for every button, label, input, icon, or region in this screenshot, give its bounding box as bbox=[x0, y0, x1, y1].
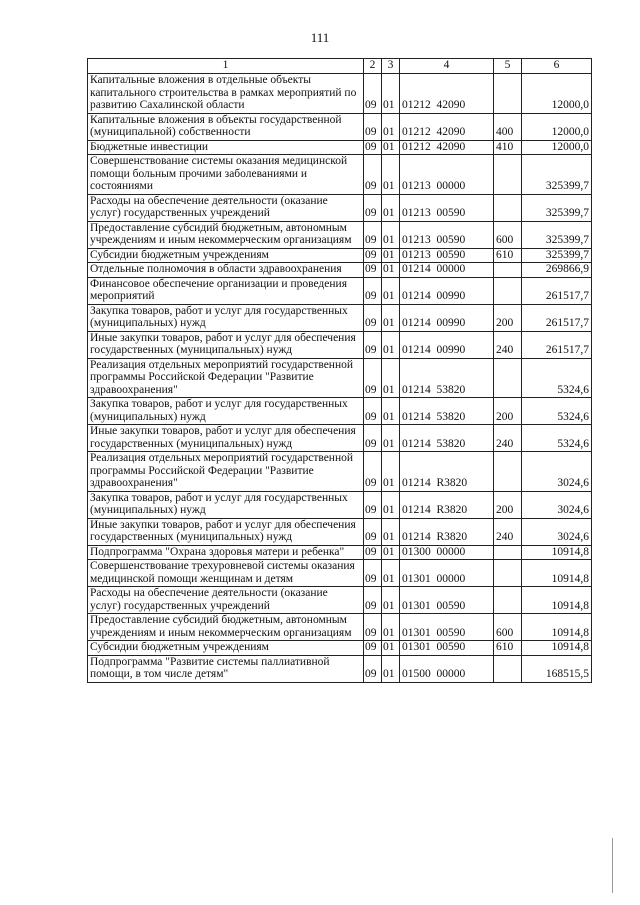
target-item-cell: 01214 00990 bbox=[400, 331, 494, 358]
header-cell: 2 bbox=[364, 59, 382, 74]
expense-type-cell: 600 bbox=[494, 221, 522, 248]
section-cell: 09 bbox=[364, 398, 382, 425]
table-row bbox=[88, 358, 592, 398]
target-item-cell: 01214 00990 bbox=[400, 277, 494, 304]
section-cell: 09 bbox=[364, 452, 382, 492]
expense-type-cell bbox=[494, 587, 522, 614]
table-row bbox=[88, 614, 592, 641]
expense-type-cell: 200 bbox=[494, 304, 522, 331]
expense-type-cell: 240 bbox=[494, 425, 522, 452]
row-name-cell: Субсидии бюджетным учреждениям bbox=[88, 248, 364, 263]
row-name-cell: Реализация отдельных мероприятий государственной программы Российской Федерации "Развитие здравоохранения" bbox=[88, 358, 364, 398]
table-row bbox=[88, 331, 592, 358]
section-cell: 09 bbox=[364, 560, 382, 587]
table-row bbox=[88, 398, 592, 425]
expense-type-cell bbox=[494, 263, 522, 278]
expense-type-cell bbox=[494, 358, 522, 398]
row-name-cell: Субсидии бюджетным учреждениям bbox=[88, 641, 364, 656]
subsection-cell: 01 bbox=[382, 518, 400, 545]
subsection-cell: 01 bbox=[382, 655, 400, 682]
target-item-cell: 01301 00590 bbox=[400, 641, 494, 656]
section-cell: 09 bbox=[364, 641, 382, 656]
table-row bbox=[88, 277, 592, 304]
expense-type-cell bbox=[494, 655, 522, 682]
section-cell: 09 bbox=[364, 545, 382, 560]
subsection-cell: 01 bbox=[382, 491, 400, 518]
subsection-cell: 01 bbox=[382, 74, 400, 114]
section-cell: 09 bbox=[364, 614, 382, 641]
expense-type-cell: 200 bbox=[494, 398, 522, 425]
row-name-cell: Совершенствование трехуровневой системы оказания медицинской помощи женщинам и детям bbox=[88, 560, 364, 587]
section-cell: 09 bbox=[364, 587, 382, 614]
section-cell: 09 bbox=[364, 194, 382, 221]
table-row bbox=[88, 518, 592, 545]
amount-cell: 269866,9 bbox=[522, 263, 592, 278]
amount-cell: 168515,5 bbox=[522, 655, 592, 682]
subsection-cell: 01 bbox=[382, 155, 400, 195]
amount-cell: 325399,7 bbox=[522, 221, 592, 248]
amount-cell: 325399,7 bbox=[522, 194, 592, 221]
amount-cell: 261517,7 bbox=[522, 304, 592, 331]
row-name-cell: Реализация отдельных мероприятий государственной программы Российской Федерации "Развитие здравоохранения" bbox=[88, 452, 364, 492]
section-cell: 09 bbox=[364, 113, 382, 140]
amount-cell: 10914,8 bbox=[522, 545, 592, 560]
row-name-cell: Расходы на обеспечение деятельности (оказание услуг) государственных учреждений bbox=[88, 194, 364, 221]
amount-cell: 5324,6 bbox=[522, 398, 592, 425]
amount-cell: 10914,8 bbox=[522, 587, 592, 614]
table-row bbox=[88, 641, 592, 656]
section-cell: 09 bbox=[364, 358, 382, 398]
target-item-cell: 01214 00990 bbox=[400, 304, 494, 331]
subsection-cell: 01 bbox=[382, 277, 400, 304]
header-cell: 4 bbox=[400, 59, 494, 74]
amount-cell: 3024,6 bbox=[522, 452, 592, 492]
expense-type-cell bbox=[494, 194, 522, 221]
row-name-cell: Отдельные полномочия в области здравоохранения bbox=[88, 263, 364, 278]
target-item-cell: 01213 00590 bbox=[400, 248, 494, 263]
target-item-cell: 01301 00000 bbox=[400, 560, 494, 587]
section-cell: 09 bbox=[364, 425, 382, 452]
header-cell: 3 bbox=[382, 59, 400, 74]
table-row bbox=[88, 655, 592, 682]
header-cell: 6 bbox=[522, 59, 592, 74]
row-name-cell: Финансовое обеспечение организации и проведения мероприятий bbox=[88, 277, 364, 304]
section-cell: 09 bbox=[364, 331, 382, 358]
expense-type-cell: 600 bbox=[494, 614, 522, 641]
budget-table bbox=[87, 58, 592, 683]
row-name-cell: Иные закупки товаров, работ и услуг для обеспечения государственных (муниципальных) нужд bbox=[88, 518, 364, 545]
subsection-cell: 01 bbox=[382, 113, 400, 140]
header-cell: 5 bbox=[494, 59, 522, 74]
target-item-cell: 01212 42090 bbox=[400, 140, 494, 155]
table-row bbox=[88, 221, 592, 248]
amount-cell: 12000,0 bbox=[522, 74, 592, 114]
expense-type-cell bbox=[494, 277, 522, 304]
table-row bbox=[88, 452, 592, 492]
subsection-cell: 01 bbox=[382, 560, 400, 587]
amount-cell: 10914,8 bbox=[522, 614, 592, 641]
expense-type-cell bbox=[494, 545, 522, 560]
target-item-cell: 01214 R3820 bbox=[400, 518, 494, 545]
target-item-cell: 01301 00590 bbox=[400, 614, 494, 641]
section-cell: 09 bbox=[364, 248, 382, 263]
section-cell: 09 bbox=[364, 518, 382, 545]
subsection-cell: 01 bbox=[382, 398, 400, 425]
table-row bbox=[88, 248, 592, 263]
expense-type-cell: 240 bbox=[494, 518, 522, 545]
subsection-cell: 01 bbox=[382, 641, 400, 656]
subsection-cell: 01 bbox=[382, 425, 400, 452]
target-item-cell: 01214 53820 bbox=[400, 398, 494, 425]
amount-cell: 261517,7 bbox=[522, 331, 592, 358]
section-cell: 09 bbox=[364, 221, 382, 248]
target-item-cell: 01214 00000 bbox=[400, 263, 494, 278]
subsection-cell: 01 bbox=[382, 140, 400, 155]
amount-cell: 3024,6 bbox=[522, 491, 592, 518]
expense-type-cell: 240 bbox=[494, 331, 522, 358]
subsection-cell: 01 bbox=[382, 358, 400, 398]
section-cell: 09 bbox=[364, 74, 382, 114]
table-row bbox=[88, 140, 592, 155]
section-cell: 09 bbox=[364, 655, 382, 682]
target-item-cell: 01500 00000 bbox=[400, 655, 494, 682]
table-row bbox=[88, 587, 592, 614]
subsection-cell: 01 bbox=[382, 221, 400, 248]
subsection-cell: 01 bbox=[382, 194, 400, 221]
amount-cell: 325399,7 bbox=[522, 248, 592, 263]
expense-type-cell: 200 bbox=[494, 491, 522, 518]
amount-cell: 5324,6 bbox=[522, 425, 592, 452]
amount-cell: 3024,6 bbox=[522, 518, 592, 545]
expense-type-cell bbox=[494, 560, 522, 587]
subsection-cell: 01 bbox=[382, 263, 400, 278]
table-row bbox=[88, 113, 592, 140]
target-item-cell: 01213 00590 bbox=[400, 221, 494, 248]
amount-cell: 261517,7 bbox=[522, 277, 592, 304]
amount-cell: 10914,8 bbox=[522, 560, 592, 587]
section-cell: 09 bbox=[364, 304, 382, 331]
target-item-cell: 01214 53820 bbox=[400, 425, 494, 452]
row-name-cell: Закупка товаров, работ и услуг для государственных (муниципальных) нужд bbox=[88, 491, 364, 518]
table-row bbox=[88, 194, 592, 221]
expense-type-cell: 400 bbox=[494, 113, 522, 140]
expense-type-cell: 610 bbox=[494, 248, 522, 263]
section-cell: 09 bbox=[364, 263, 382, 278]
scan-mark bbox=[612, 838, 613, 893]
table-header-row bbox=[88, 59, 592, 74]
header-cell: 1 bbox=[88, 59, 364, 74]
subsection-cell: 01 bbox=[382, 248, 400, 263]
amount-cell: 12000,0 bbox=[522, 140, 592, 155]
row-name-cell: Предоставление субсидий бюджетным, автономным учреждениям и иным некоммерческим организациям bbox=[88, 221, 364, 248]
row-name-cell: Бюджетные инвестиции bbox=[88, 140, 364, 155]
subsection-cell: 01 bbox=[382, 587, 400, 614]
row-name-cell: Расходы на обеспечение деятельности (оказание услуг) государственных учреждений bbox=[88, 587, 364, 614]
amount-cell: 325399,7 bbox=[522, 155, 592, 195]
row-name-cell: Иные закупки товаров, работ и услуг для обеспечения государственных (муниципальных) нужд bbox=[88, 331, 364, 358]
row-name-cell: Капитальные вложения в объекты государственной (муниципальной) собственности bbox=[88, 113, 364, 140]
row-name-cell: Подпрограмма "Развитие системы паллиативной помощи, в том числе детям" bbox=[88, 655, 364, 682]
subsection-cell: 01 bbox=[382, 452, 400, 492]
table-row bbox=[88, 425, 592, 452]
target-item-cell: 01212 42090 bbox=[400, 113, 494, 140]
table-row bbox=[88, 560, 592, 587]
row-name-cell: Иные закупки товаров, работ и услуг для обеспечения государственных (муниципальных) нужд bbox=[88, 425, 364, 452]
amount-cell: 5324,6 bbox=[522, 358, 592, 398]
target-item-cell: 01214 53820 bbox=[400, 358, 494, 398]
target-item-cell: 01213 00000 bbox=[400, 155, 494, 195]
row-name-cell: Подпрограмма "Охрана здоровья матери и ребенка" bbox=[88, 545, 364, 560]
expense-type-cell: 610 bbox=[494, 641, 522, 656]
row-name-cell: Предоставление субсидий бюджетным, автономным учреждениям и иным некоммерческим организациям bbox=[88, 614, 364, 641]
target-item-cell: 01300 00000 bbox=[400, 545, 494, 560]
subsection-cell: 01 bbox=[382, 545, 400, 560]
amount-cell: 12000,0 bbox=[522, 113, 592, 140]
expense-type-cell bbox=[494, 74, 522, 114]
row-name-cell: Капитальные вложения в отдельные объекты капитального строительства в рамках мероприятий по развитию Сахалинской области bbox=[88, 74, 364, 114]
target-item-cell: 01214 R3820 bbox=[400, 491, 494, 518]
subsection-cell: 01 bbox=[382, 331, 400, 358]
section-cell: 09 bbox=[364, 491, 382, 518]
row-name-cell: Совершенствование системы оказания медицинской помощи больным прочими заболеваниями и состояниями bbox=[88, 155, 364, 195]
expense-type-cell: 410 bbox=[494, 140, 522, 155]
page-number: 111 bbox=[310, 30, 330, 45]
table-row bbox=[88, 545, 592, 560]
row-name-cell: Закупка товаров, работ и услуг для государственных (муниципальных) нужд bbox=[88, 304, 364, 331]
section-cell: 09 bbox=[364, 277, 382, 304]
target-item-cell: 01213 00590 bbox=[400, 194, 494, 221]
amount-cell: 10914,8 bbox=[522, 641, 592, 656]
target-item-cell: 01212 42090 bbox=[400, 74, 494, 114]
subsection-cell: 01 bbox=[382, 614, 400, 641]
expense-type-cell bbox=[494, 155, 522, 195]
target-item-cell: 01301 00590 bbox=[400, 587, 494, 614]
table-row bbox=[88, 491, 592, 518]
table-row bbox=[88, 74, 592, 114]
table-row bbox=[88, 155, 592, 195]
target-item-cell: 01214 R3820 bbox=[400, 452, 494, 492]
table-row bbox=[88, 263, 592, 278]
table-row bbox=[88, 304, 592, 331]
expense-type-cell bbox=[494, 452, 522, 492]
section-cell: 09 bbox=[364, 140, 382, 155]
subsection-cell: 01 bbox=[382, 304, 400, 331]
row-name-cell: Закупка товаров, работ и услуг для государственных (муниципальных) нужд bbox=[88, 398, 364, 425]
section-cell: 09 bbox=[364, 155, 382, 195]
